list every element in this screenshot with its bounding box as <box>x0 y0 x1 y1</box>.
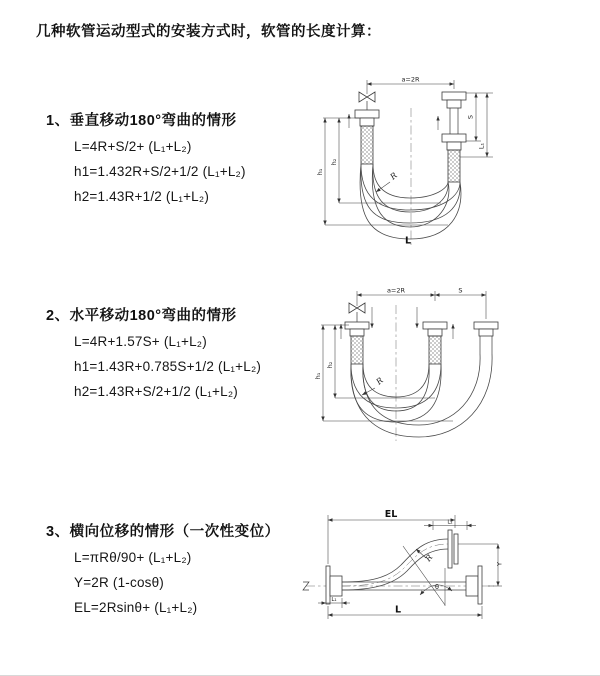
radius-label: R <box>388 170 399 182</box>
dim-label-l2: L₂ <box>447 519 453 526</box>
middle-fitting <box>423 322 447 364</box>
formula-line: h1=1.43R+0.785S+1/2 (L₁+L₂) <box>74 359 262 374</box>
upper-flange <box>448 530 458 568</box>
length-label: L <box>394 604 402 616</box>
right-flange <box>466 566 482 604</box>
formula-line: L=4R+1.57S+ (L₁+L₂) <box>74 334 207 349</box>
section-1 <box>46 113 246 209</box>
dimension-l <box>328 605 482 620</box>
dim-label-l1: L₁ <box>331 597 337 603</box>
section-3 <box>46 524 280 620</box>
formula-line: EL=2Rsinθ+ (L₁+L₂) <box>74 600 198 615</box>
section-1-heading: 1、垂直移动180°弯曲的情形 <box>46 113 237 129</box>
dimension-stroke-s <box>460 93 493 157</box>
dimension-a-2r <box>367 76 454 95</box>
dim-label-h1: h₁ <box>316 168 324 176</box>
dim-label-a2r: a=2R <box>386 286 406 295</box>
dim-label-h2: h₂ <box>330 158 338 166</box>
radius-label: R <box>423 552 435 564</box>
diagram-lateral-displacement <box>298 498 513 643</box>
page-title: 几种软管运动型式的安装方式时，软管的长度计算： <box>36 24 381 40</box>
section-2-heading: 2、水平移动180°弯曲的情形 <box>46 308 237 324</box>
angle-label: θ <box>435 583 439 591</box>
dimension-l2 <box>424 520 476 531</box>
hose-bends <box>360 164 461 239</box>
diagram-vertical-180-bend <box>313 70 520 250</box>
formula-line: h2=1.43R+1/2 (L₁+L₂) <box>74 189 210 204</box>
valve-icon <box>359 92 375 110</box>
length-label: L <box>404 235 412 247</box>
dim-label-y: Y <box>495 562 504 566</box>
dim-label-l1: L₁ <box>477 142 486 150</box>
section-3-heading: 3、横向位移的情形（一次性变位） <box>46 524 280 540</box>
radius-label: R <box>374 375 385 387</box>
dim-label-h2: h₂ <box>326 361 334 369</box>
displaced-fitting <box>474 322 498 354</box>
dim-label-a2r: a=2R <box>401 75 420 84</box>
radius-callout <box>376 171 399 192</box>
section-2 <box>46 308 261 404</box>
right-fitting <box>438 92 466 182</box>
formula-line: Y=2R (1-cosθ) <box>74 575 165 590</box>
formula-line: L=πRθ/90+ (L₁+L₂) <box>74 550 192 565</box>
dim-label-h1: h₁ <box>314 372 322 380</box>
dim-label-s: S <box>466 114 475 120</box>
left-fitting <box>345 322 369 364</box>
hose-bends <box>351 354 492 437</box>
formula-line: h1=1.432R+S/2+1/2 (L₁+L₂) <box>74 164 246 179</box>
diagram-horizontal-180-bend <box>313 281 533 453</box>
dim-label-s: S <box>458 286 463 295</box>
dimension-a-2r <box>357 287 486 320</box>
dimension-el <box>328 509 455 564</box>
formula-line: L=4R+S/2+ (L₁+L₂) <box>74 139 192 154</box>
radius-callout <box>416 549 434 564</box>
dimension-l1 <box>318 597 350 608</box>
formula-line: h2=1.43R+S/2+1/2 (L₁+L₂) <box>74 384 238 399</box>
dim-label-el: EL <box>384 509 398 520</box>
